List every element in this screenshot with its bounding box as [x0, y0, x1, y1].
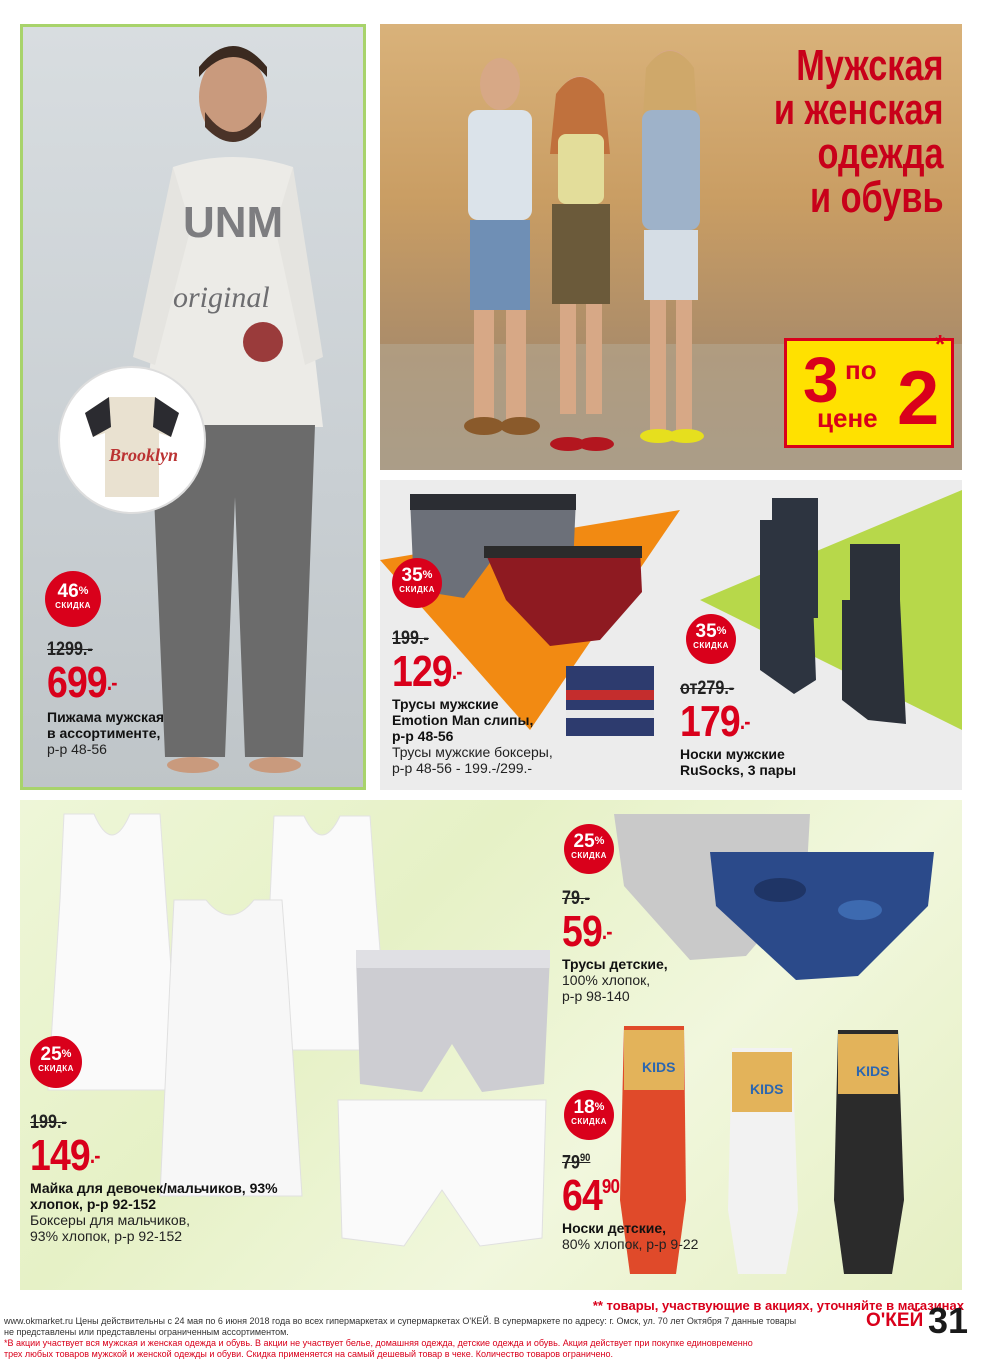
tank-kids-old-price: 199.- — [30, 1112, 67, 1133]
pajama-panel — [20, 24, 366, 790]
briefs-kids-old-price: 79.- — [562, 888, 590, 909]
pajama-new-price: 699.- — [47, 658, 117, 707]
tank-kids-extra-1: Боксеры для мальчиков, — [30, 1212, 191, 1228]
socks-kids-sub: 80% хлопок, р-р 9-22 — [562, 1236, 699, 1253]
briefs-kids-price-block — [562, 888, 702, 1004]
tank-kids-new-price: 149.- — [30, 1131, 100, 1180]
svg-text:UNM: UNM — [183, 198, 284, 247]
socks-men-new-price: 179.- — [680, 697, 750, 746]
footer-validity: www.okmarket.ru Цены действительны с 24 мая по 6 июня 2018 года во всех гипермаркетах и супермаркетах О'КЕЙ. В супермаркете по адресу: г. Омск, ул. 70 лет Октября 7 данные товары не представлены или представлены ограниченным ассортиментом. — [4, 1316, 797, 1337]
kids-panel — [20, 800, 962, 1290]
svg-text:original: original — [173, 281, 270, 314]
tank-kids-discount-badge: 25% СКИДКА — [30, 1036, 82, 1088]
page-number: 31 — [928, 1300, 969, 1341]
socks-kids-new-price: $64^{90}$ — [562, 1171, 620, 1221]
socks-men-old-price: от279.- — [680, 678, 735, 699]
socks-kids-price-block — [562, 1152, 712, 1252]
briefs-men-extra-1: Трусы мужские боксеры, — [392, 744, 553, 760]
okey-logo: О'КЕЙ — [866, 1310, 924, 1331]
tank-kids-title-2: хлопок, р-р 92-152 — [30, 1196, 157, 1212]
socks-men-discount-badge: 35% СКИДКА — [686, 614, 736, 664]
briefs-men-price-block — [392, 628, 582, 776]
men-underwear-panel — [380, 480, 962, 790]
footer-note: ** товары, участвующие в акциях, уточняйте в магазинах — [592, 1298, 964, 1313]
socks-kids-old-price: $79^{90}$ — [562, 1152, 591, 1174]
briefs-men-size: р-р 48-56 — [392, 728, 454, 744]
briefs-men-title-2: Emotion Man слипы, — [392, 712, 534, 728]
briefs-men-title-1: Трусы мужские — [392, 696, 499, 712]
pajama-old-price: 1299.- — [47, 639, 93, 660]
svg-text:KIDS: KIDS — [750, 1081, 784, 1097]
briefs-men-old-price: 199.- — [392, 628, 429, 649]
briefs-kids-title: Трусы детские, — [562, 956, 668, 972]
tank-kids-extra-2: 93% хлопок, р-р 92-152 — [30, 1228, 183, 1244]
briefs-men-discount-badge: 35% СКИДКА — [392, 558, 442, 608]
briefs-men-new-price: 129.- — [392, 647, 462, 696]
three-for-two-badge: 3 по цене 2 * — [784, 338, 954, 448]
pajama-title-2: в ассортименте, — [47, 725, 161, 741]
banner-title: Мужская и женская одежда и обувь — [774, 41, 944, 222]
briefs-men-extra-2: р-р 48-56 - 199.-/299.- — [392, 760, 533, 776]
socks-men-title-1: Носки мужские — [680, 746, 785, 762]
tank-kids-title-1: Майка для девочек/мальчиков, 93% — [30, 1180, 278, 1196]
svg-text:Brooklyn: Brooklyn — [109, 445, 179, 465]
briefs-kids-sub-2: р-р 98-140 — [562, 988, 630, 1004]
footer-disclaimer: *В акции участвует вся мужская и женская одежда и обувь. В акции не участвует белье, домашняя одежда, детские одежда и обувь. Акция действует при покупке единовременно трех любых товаров мужской и женской одежды и обуви. Скидка применяется на самый дешевый товар в чеке. Количество товаров ограничено. — [4, 1338, 753, 1359]
socks-men-title-2: RuSocks, 3 пары — [680, 762, 797, 778]
pajama-title-1: Пижама мужская — [47, 709, 165, 725]
briefs-kids-discount-badge: 25% СКИДКА — [564, 824, 614, 874]
briefs-kids-new-price: 59.- — [562, 907, 612, 956]
pajama-discount-badge: 46% СКИДКА — [45, 571, 101, 627]
pajama-price-block — [47, 639, 287, 757]
tank-kids-price-block — [30, 1112, 320, 1244]
socks-men-price-block — [680, 678, 850, 778]
briefs-kids-sub-1: 100% хлопок, — [562, 972, 651, 988]
tshirt-inset-image — [57, 365, 207, 515]
pajama-size: р-р 48-56 — [47, 741, 107, 757]
svg-text:KIDS: KIDS — [642, 1059, 676, 1075]
socks-kids-title: Носки детские, — [562, 1220, 667, 1237]
socks-kids-discount-badge: 18% СКИДКА — [564, 1090, 614, 1140]
svg-text:KIDS: KIDS — [856, 1063, 890, 1079]
